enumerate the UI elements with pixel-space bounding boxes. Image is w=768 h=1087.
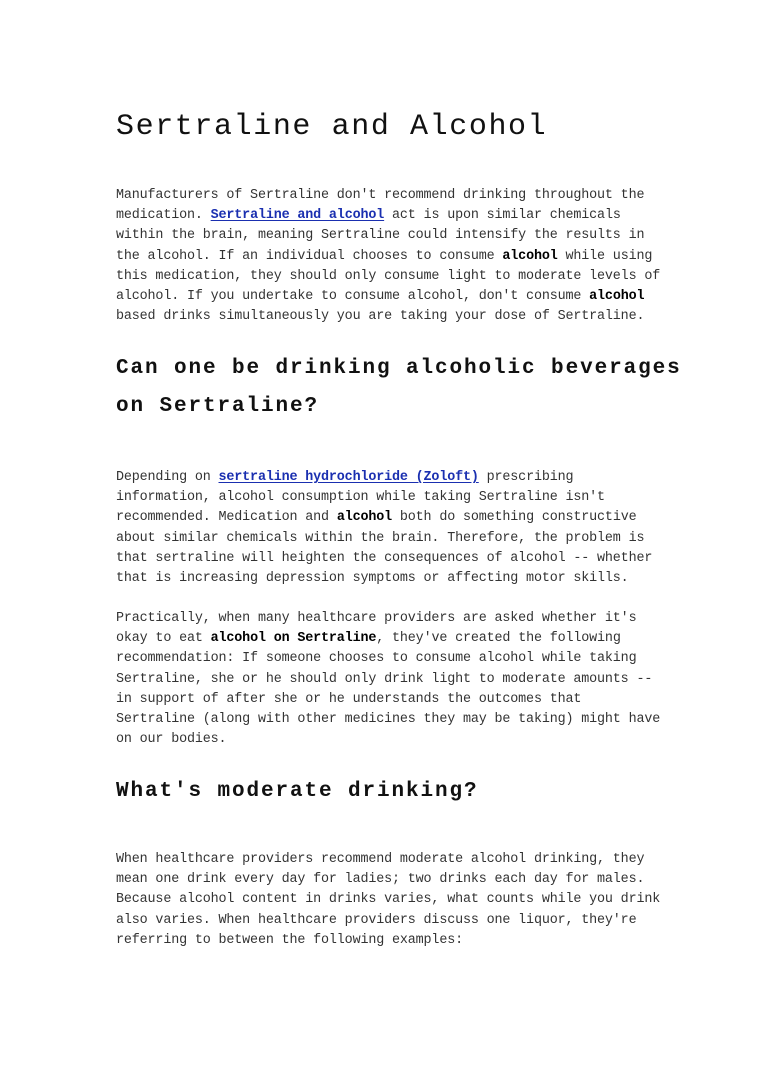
bold-keyword: alcohol bbox=[589, 289, 645, 305]
text-line bbox=[116, 468, 661, 488]
text-line: within the brain, meaning Sertraline could intensify the results in bbox=[116, 228, 645, 244]
text-line bbox=[116, 287, 661, 307]
heading-line: Can one be drinking alcoholic beverages bbox=[116, 357, 682, 380]
text-segment: Depending on bbox=[116, 470, 219, 485]
recommendation-paragraph bbox=[116, 609, 661, 750]
text-segment: recommended. Medication and bbox=[116, 510, 337, 526]
text-line: in support of after she or he understands the outcomes that bbox=[116, 691, 582, 707]
text-line: When healthcare providers recommend moderate alcohol drinking, they bbox=[116, 852, 645, 867]
intro-paragraph bbox=[116, 186, 661, 327]
text-line: recommendation: If someone chooses to consume alcohol while taking bbox=[116, 651, 637, 667]
text-line bbox=[116, 508, 661, 528]
text-line: that is increasing depression symptoms or affecting motor skills. bbox=[116, 571, 629, 587]
text-line: Sertraline, she or he should only drink light to moderate amounts -- bbox=[116, 671, 653, 687]
text-line: on our bodies. bbox=[116, 732, 227, 748]
text-line: Because alcohol content in drinks varies, what counts while you drink bbox=[116, 892, 661, 908]
text-line bbox=[116, 629, 661, 649]
text-line: about similar chemicals within the brain. Therefore, the problem is bbox=[116, 530, 645, 546]
text-line: based drinks simultaneously you are taking your dose of Sertraline. bbox=[116, 309, 645, 325]
section-heading-drinking-on-sertraline bbox=[116, 350, 682, 426]
bold-keyword: alcohol on Sertraline bbox=[210, 631, 377, 647]
text-segment: act is upon similar chemicals bbox=[384, 208, 621, 224]
text-segment: prescribing bbox=[478, 470, 574, 485]
text-line: Practically, when many healthcare providers are asked whether it's bbox=[116, 611, 637, 626]
page-title: Sertraline and Alcohol bbox=[116, 110, 548, 144]
heading-line: on Sertraline? bbox=[116, 395, 320, 418]
text-line: referring to between the following examples: bbox=[116, 932, 463, 948]
text-segment: the alcohol. If an individual chooses to consume bbox=[116, 248, 503, 264]
bold-keyword: alcohol bbox=[502, 248, 558, 264]
text-segment: while using bbox=[557, 248, 653, 264]
text-line: Sertraline (along with other medicines they may be taking) might have bbox=[116, 712, 661, 728]
text-segment: both do something constructive bbox=[392, 510, 637, 526]
section-heading-moderate-drinking bbox=[116, 773, 479, 811]
text-segment: medication. bbox=[116, 208, 211, 224]
sertraline-and-alcohol-link[interactable]: Sertraline and alcohol bbox=[210, 208, 385, 224]
text-segment: okay to eat bbox=[116, 631, 211, 647]
text-line: also varies. When healthcare providers discuss one liquor, they're bbox=[116, 912, 637, 928]
text-segment: , they've created the following bbox=[376, 631, 621, 647]
moderate-drinking-paragraph bbox=[116, 850, 661, 951]
text-line: that sertraline will heighten the consequences of alcohol -- whether bbox=[116, 550, 653, 566]
heading-line: What's moderate drinking? bbox=[116, 780, 479, 803]
text-line: this medication, they should only consume light to moderate levels of bbox=[116, 268, 661, 284]
text-line: mean one drink every day for ladies; two drinks each day for males. bbox=[116, 872, 645, 888]
text-line bbox=[116, 206, 661, 226]
zoloft-paragraph bbox=[116, 468, 661, 589]
text-segment: alcohol. If you undertake to consume alcohol, don't consume bbox=[116, 289, 590, 305]
bold-keyword: alcohol bbox=[336, 510, 393, 526]
text-line bbox=[116, 247, 661, 267]
text-line: Manufacturers of Sertraline don't recommend drinking throughout the bbox=[116, 188, 645, 203]
sertraline-hydrochloride-link[interactable]: sertraline hydrochloride (Zoloft) bbox=[218, 470, 479, 485]
text-line: information, alcohol consumption while taking Sertraline isn't bbox=[116, 490, 605, 506]
